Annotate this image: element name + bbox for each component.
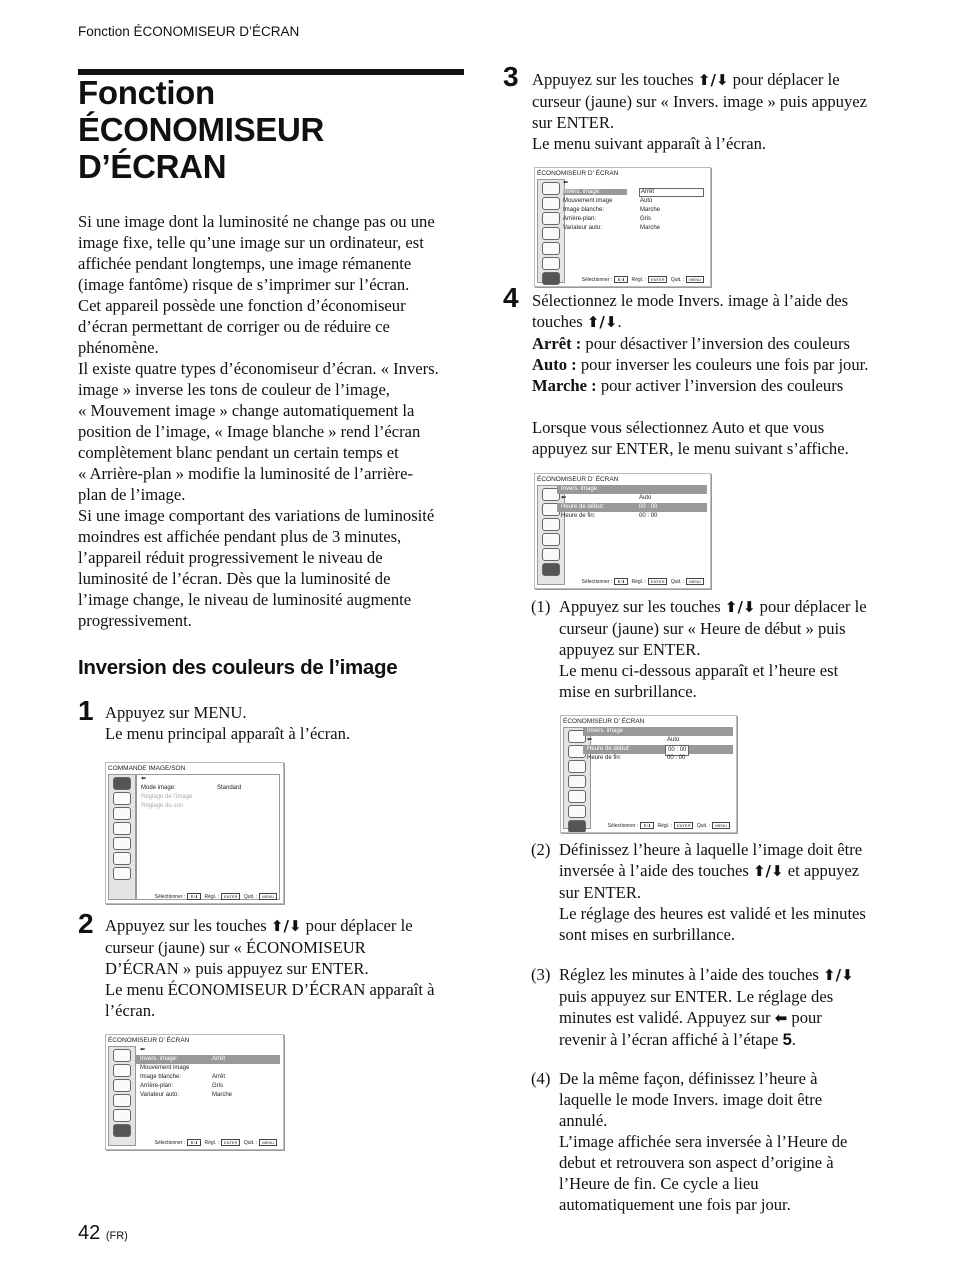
language-code: (FR) (105, 1230, 128, 1242)
text-line: moindres est affichée pendant plus de 3 minutes, (78, 527, 402, 546)
setup-icon (113, 1094, 131, 1107)
menu-panel (136, 774, 280, 900)
menu-row: Mouvement image Auto (563, 198, 653, 204)
text-line: l’appareil réduit progressivement le niveau de (78, 548, 383, 567)
menu-icon-column (108, 1046, 136, 1146)
dropdown-option: Arrêt (639, 188, 704, 197)
text-line: Il existe quatre types d’économiseur d’écran. « Invers. (78, 359, 439, 378)
menu-row: ⬅ Auto (561, 495, 652, 501)
up-down-arrow-icon: ⬆/⬇ (697, 71, 729, 89)
menu-heading: Invers. image (583, 727, 733, 736)
text-line: l’Heure de fin. Ce cycle a lieu (559, 1174, 759, 1193)
title-line: Fonction (78, 74, 215, 111)
menu-panel (583, 727, 733, 827)
screensaver-icon (113, 1124, 131, 1137)
input-icon (113, 837, 131, 850)
enter-key-icon: ENTER (674, 822, 694, 829)
intro-paragraph (78, 211, 466, 631)
menu-panel (557, 485, 707, 583)
back-arrow-icon: ⬅ (587, 737, 593, 743)
substep-number: (3) (531, 965, 551, 984)
menu-row (137, 784, 279, 793)
enter-key-icon: ENTER (221, 893, 241, 900)
dropdown-option: Marche (640, 207, 661, 213)
text-line: L’image affichée sera inversée à l’Heure de (559, 1132, 848, 1151)
menu-key-icon: MENU (712, 822, 730, 829)
footer-text: Quit. : (243, 894, 258, 900)
arrow-keys-icon: ⬆/⬇ (187, 1139, 201, 1146)
text-line: luminosité de l’écran. Dès que la luminosité de (78, 569, 391, 588)
menu-row: Arrière-plan: Gris (140, 1083, 223, 1089)
sound-icon (113, 807, 131, 820)
text-line: Appuyez sur les touches ⬆/⬇ pour déplacer le (532, 70, 840, 89)
menu-panel (136, 1046, 280, 1144)
screen-title: ÉCONOMISEUR D’ ÉCRAN (537, 476, 619, 483)
arrow-keys-icon: ⬆/⬇ (614, 276, 628, 283)
substep-3 (531, 964, 911, 1050)
step-4-text (532, 290, 868, 459)
picture-icon (542, 197, 560, 210)
text-line: l’écran. (105, 1001, 156, 1020)
screen-footer (136, 893, 279, 900)
substep-2 (531, 839, 911, 945)
text-line: position de l’image, « Image blanche » rend l’écran (78, 422, 421, 441)
picture-icon (113, 792, 131, 805)
text-line: Le réglage des heures est validé et les minutes (559, 904, 866, 923)
text-line: automatiquement une fois par jour. (559, 1195, 791, 1214)
menu-label: Mode image: (141, 785, 176, 791)
text-line: d’écran permettant de corriger ou de réduire ce (78, 317, 390, 336)
footer-text: Sélectionner : (154, 894, 186, 900)
text-line: touches ⬆/⬇. (532, 312, 622, 331)
step-number: 4 (503, 282, 519, 313)
menu-row: Image blanche: Marche (563, 207, 661, 213)
up-down-arrow-icon: ⬆/⬇ (270, 917, 302, 935)
text-line: affichée pendant longtemps, une image rémanente (78, 254, 412, 273)
menu-row: Heure de début: 00 : 00 (583, 745, 733, 754)
substep-1 (531, 596, 911, 702)
running-header: Fonction ÉCONOMISEUR D’ÉCRAN (78, 24, 300, 39)
input-icon (113, 1109, 131, 1122)
screen-title: ÉCONOMISEUR D’ ÉCRAN (563, 718, 645, 725)
up-down-arrow-icon: ⬆/⬇ (586, 313, 618, 331)
text-line: curseur (jaune) sur « Invers. image » puis appuyez (532, 92, 867, 111)
text-line: « Arrière-plan » modifie la luminosité de l’arrière- (78, 464, 413, 483)
menu-row: Variateur auto: Marche (563, 225, 661, 231)
substep-4 (531, 1068, 911, 1215)
text-line: « Mouvement image » change automatiquement la (78, 401, 415, 420)
menu-panel (559, 179, 707, 281)
text-line: Marche : pour activer l’inversion des couleurs (532, 376, 844, 395)
screen-footer: Sélectionner : ⬆/⬇ Régl. : ENTER Quit. : MENU (136, 1139, 279, 1146)
menu-icon-column (108, 774, 136, 900)
back-arrow-icon: ⬅ (563, 180, 569, 186)
screen-footer: Sélectionner : ⬆/⬇ Régl. : ENTER Quit. : MENU (565, 276, 706, 283)
text-line: inversée à l’aide des touches ⬆/⬇ et appuyez (559, 861, 860, 880)
screen-title: ÉCONOMISEUR D’ ÉCRAN (108, 1037, 190, 1044)
arrow-keys-icon: ⬆/⬇ (640, 822, 654, 829)
page-footer (78, 1222, 128, 1245)
input-icon (542, 242, 560, 255)
text-line: l’image change, le niveau de luminosité augmente (78, 590, 412, 609)
up-down-arrow-icon: ⬆/⬇ (752, 862, 784, 880)
screen-time-edit (560, 715, 737, 833)
text-line: Cet appareil possède une fonction d’économiseur (78, 296, 406, 315)
menu-row: Mouvement image (140, 1065, 190, 1071)
text-line: Le menu ci-dessous apparaît et l’heure est (559, 661, 839, 680)
menu-heading: Invers. image (557, 485, 707, 494)
text-line: mise en surbrillance. (559, 682, 697, 701)
setup-icon (113, 822, 131, 835)
substep-number: (2) (531, 840, 551, 859)
text-line: appuyez sur ENTER. (559, 640, 701, 659)
text-line: image » inverse les tons de couleur de l’image, (78, 380, 390, 399)
menu-key-icon: MENU (259, 1139, 277, 1146)
menu-row: Invers. image: Arrêt (136, 1055, 280, 1064)
text-line: Appuyez sur les touches ⬆/⬇ pour déplacer le (105, 916, 413, 935)
text-line: Appuyez sur les touches ⬆/⬇ pour déplacer le (559, 597, 867, 616)
text-line: Sélectionnez le mode Invers. image à l’aide des (532, 291, 849, 310)
menu-value: Standard (217, 785, 242, 791)
setup-icon (542, 227, 560, 240)
timer-icon (113, 852, 131, 865)
menu-row: Invers. image: Arrêt (559, 188, 707, 197)
text-line: minutes est validé. Appuyez sur ⬅ pour (559, 1008, 822, 1027)
menu-row: Heure de fin: 00 : 00 (561, 513, 658, 519)
back-arrow-icon: ⬅ (561, 495, 567, 501)
back-arrow-icon: ⬅ (140, 1047, 146, 1053)
screensaver-icon (113, 867, 131, 880)
text-line: Si une image comportant des variations de luminosité (78, 506, 435, 525)
sound-icon (113, 1079, 131, 1092)
screen-main-menu (105, 762, 284, 904)
spacer (532, 396, 868, 417)
text-line: laquelle le mode Invers. image doit être (559, 1090, 823, 1109)
text-line: plan de l’image. (78, 485, 186, 504)
text-line: Appuyez sur MENU. (105, 703, 247, 722)
enter-key-icon: ENTER (221, 1139, 241, 1146)
section-title: Inversion des couleurs de l’image (78, 656, 398, 679)
step-2-text (105, 915, 435, 1021)
text-line: appuyez sur ENTER, le menu suivant s’affiche. (532, 439, 849, 458)
text-line: debut et retrouvera son aspect d’origine à (559, 1153, 834, 1172)
text-line: curseur (jaune) sur « Heure de début » puis (559, 619, 846, 638)
menu-row: Réglage du son (141, 803, 184, 809)
text-line: puis appuyez sur ENTER. Le réglage des (559, 987, 834, 1006)
text-line: revenir à l’écran affiché à l’étape 5. (559, 1030, 796, 1049)
step-1-text (105, 702, 350, 744)
text-line: curseur (jaune) sur « ÉCONOMISEUR (105, 938, 366, 957)
step-3-text (532, 69, 867, 154)
text-line: progressivement. (78, 611, 192, 630)
screen-time-menu (534, 473, 711, 589)
enter-key-icon: ENTER (648, 276, 668, 283)
step-number: 2 (78, 908, 94, 939)
text-line: complètement blanc pendant un certain temps et (78, 443, 399, 462)
text-line: Lorsque vous sélectionnez Auto et que vous (532, 418, 825, 437)
text-line: D’ÉCRAN » puis appuyez sur ENTER. (105, 959, 369, 978)
up-down-arrow-icon: ⬆/⬇ (823, 966, 854, 984)
screen-title: ÉCONOMISEUR D’ ÉCRAN (537, 170, 619, 177)
text-line: annulé. (559, 1111, 608, 1130)
text-line: sur ENTER. (559, 883, 642, 902)
picture-sound-icon (113, 777, 131, 790)
text-line: sur ENTER. (532, 113, 615, 132)
menu-row: Arrière-plan: Gris (563, 216, 651, 222)
enter-key-icon: ENTER (648, 578, 668, 585)
footer-text: Régl. : (204, 894, 219, 900)
text-line: image fixe, telle qu’une image sur un ordinateur, est (78, 233, 424, 252)
text-line: De la même façon, définissez l’heure à (559, 1069, 818, 1088)
text-line: Auto : pour inverser les couleurs une fois par jour. (532, 355, 869, 374)
menu-key-icon: MENU (686, 276, 704, 283)
menu-row: Heure de début: 00 : 00 (557, 503, 707, 512)
substep-number: (1) (531, 597, 551, 616)
back-arrow-icon: ⬅ (141, 776, 147, 782)
arrow-keys-icon: ⬆/⬇ (614, 578, 628, 585)
menu-row: Réglage de l’image (141, 794, 193, 800)
screen-footer: Sélectionner : ⬆/⬇ Régl. : ENTER Quit. : MENU (591, 822, 732, 829)
picture-sound-icon (113, 1049, 131, 1062)
step-number: 3 (503, 61, 519, 92)
menu-row: Variateur auto: Marche (140, 1092, 233, 1098)
screensaver-icon (542, 272, 560, 285)
dropdown-option: Auto (640, 198, 653, 204)
text-line: Réglez les minutes à l’aide des touches ⬆/⬇ (559, 965, 854, 984)
menu-row: ⬅ Auto (587, 737, 680, 743)
sound-icon (542, 212, 560, 225)
text-line: (image fantôme) risque de s’imprimer sur l’écran. (78, 275, 410, 294)
screen-title: COMMANDE IMAGE/SON (108, 765, 186, 772)
text-line: Le menu ÉCONOMISEUR D’ÉCRAN apparaît à (105, 980, 435, 999)
text-line: Définissez l’heure à laquelle l’image doit être (559, 840, 863, 859)
screen-eco-menu (105, 1034, 284, 1150)
menu-row: Heure de fin: 00 : 00 (587, 755, 686, 761)
text-line: Arrêt : pour désactiver l’inversion des couleurs (532, 334, 850, 353)
step-number: 1 (78, 695, 94, 726)
screen-footer: Sélectionner : ⬆/⬇ Régl. : ENTER Quit. : MENU (565, 578, 706, 585)
text-line: phénomène. (78, 338, 159, 357)
text-line: Le menu principal apparaît à l’écran. (105, 724, 351, 743)
menu-row: Image blanche: Arrêt (140, 1074, 226, 1080)
text-line: Le menu suivant apparaît à l’écran. (532, 134, 767, 153)
page-title (78, 74, 324, 185)
text-line: Si une image dont la luminosité ne change pas ou une (78, 212, 435, 231)
picture-icon (113, 1064, 131, 1077)
page-number: 42 (78, 1222, 101, 1244)
text-line: sont mises en surbrillance. (559, 925, 736, 944)
menu-key-icon: MENU (259, 893, 277, 900)
arrow-keys-icon: ⬆/⬇ (187, 893, 201, 900)
screen-eco-dropdown (534, 167, 711, 287)
title-line: D’ÉCRAN (78, 148, 227, 185)
up-down-arrow-icon: ⬆/⬇ (724, 598, 756, 616)
menu-key-icon: MENU (686, 578, 704, 585)
timer-icon (542, 257, 560, 270)
back-arrow-icon: ⬅ (774, 1009, 788, 1027)
title-line: ÉCONOMISEUR (78, 111, 325, 148)
picture-sound-icon (542, 182, 560, 195)
substep-number: (4) (531, 1069, 551, 1088)
